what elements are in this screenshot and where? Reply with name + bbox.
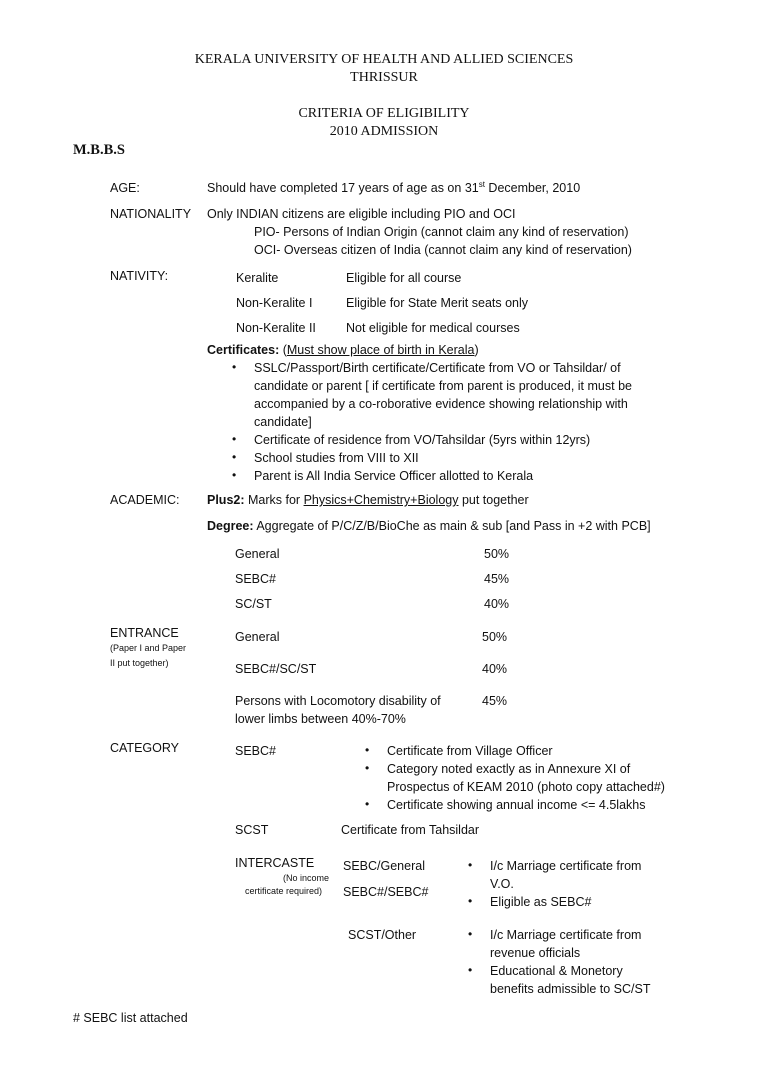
intercaste-note: (No income — [283, 873, 330, 883]
nativity-type: Keralite — [236, 271, 279, 285]
disability-criteria: Persons with Locomotory disability of — [235, 694, 441, 708]
intercaste-requirement: Educational & Monetory — [490, 964, 623, 978]
admission-year: 2010 ADMISSION — [329, 124, 439, 139]
bullet-icon: • — [468, 894, 473, 908]
entrance-sublabel: II put together) — [110, 658, 169, 668]
academic-label: ACADEMIC: — [110, 493, 180, 507]
intercaste-note: certificate required) — [245, 886, 323, 896]
entrance-label: ENTRANCE — [110, 626, 179, 640]
footnote: # SEBC list attached — [73, 1011, 188, 1025]
bullet-icon: • — [232, 432, 237, 446]
bullet-icon: • — [468, 963, 473, 977]
bullet-icon: • — [232, 450, 237, 464]
category-label: CATEGORY — [110, 741, 179, 755]
bullet-icon: • — [232, 360, 237, 374]
intercaste-requirement: I/c Marriage certificate from — [490, 928, 642, 942]
degree-criteria: Degree: Aggregate of P/C/Z/B/BioChe as main & sub [and Pass in +2 with PCB] — [207, 519, 651, 533]
criteria-title: CRITERIA OF ELIGIBILITY — [298, 106, 470, 121]
certificate-item-3: School studies from VIII to XII — [254, 451, 419, 465]
nativity-eligibility: Not eligible for medical courses — [346, 321, 520, 335]
intercaste-requirement: I/c Marriage certificate from — [490, 859, 642, 873]
bullet-icon: • — [232, 468, 237, 482]
nativity-type: Non-Keralite II — [236, 321, 316, 335]
certificate-item-2: Certificate of residence from VO/Tahsildar (5yrs within 12yrs) — [254, 433, 591, 447]
nativity-type: Non-Keralite I — [236, 296, 313, 310]
age-label: AGE: — [110, 181, 140, 195]
university-name: KERALA UNIVERSITY OF HEALTH AND ALLIED SCIENCES — [194, 52, 574, 67]
sebc-requirement: Prospectus of KEAM 2010 (photo copy attached#) — [387, 780, 665, 794]
nationality-oci: OCI- Overseas citizen of India (cannot claim any kind of reservation) — [254, 243, 632, 257]
age-text: Should have completed 17 years of age as on 31st December, 2010 — [207, 180, 581, 196]
intercaste-type: SCST/Other — [348, 928, 417, 942]
university-city: THRISSUR — [350, 70, 418, 85]
disability-criteria: lower limbs between 40%-70% — [235, 712, 406, 726]
bullet-icon: • — [365, 761, 370, 775]
academic-category: SEBC# — [235, 572, 276, 586]
nationality-label: NATIONALITY — [110, 207, 192, 221]
intercaste-requirement: Eligible as SEBC# — [490, 895, 592, 909]
course-title: M.B.B.S — [73, 142, 125, 158]
nativity-eligibility: Eligible for all course — [346, 271, 462, 285]
certificate-item-1: candidate or parent [ if certificate from parent is produced, it must be — [254, 379, 632, 393]
nationality-pio: PIO- Persons of Indian Origin (cannot claim any kind of reservation) — [254, 225, 629, 239]
nationality-line-1: Only INDIAN citizens are eligible including PIO and OCI — [207, 207, 516, 221]
entrance-mark: 50% — [482, 630, 508, 644]
entrance-sublabel: (Paper I and Paper — [110, 643, 187, 653]
bullet-icon: • — [468, 927, 473, 941]
intercaste-requirement: benefits admissible to SC/ST — [490, 982, 651, 996]
entrance-category: General — [235, 630, 280, 644]
academic-mark: 50% — [484, 547, 510, 561]
certificates-heading: Certificates: (Must show place of birth in Kerala) — [207, 343, 479, 357]
sebc-requirement: Category noted exactly as in Annexure XI of — [387, 762, 631, 776]
entrance-category: SEBC#/SC/ST — [235, 662, 317, 676]
academic-mark: 45% — [484, 572, 510, 586]
intercaste-requirement: V.O. — [490, 877, 514, 891]
certificate-item-1: accompanied by a co-roborative evidence showing relationship with — [254, 397, 628, 411]
intercaste-type: SEBC/General — [343, 859, 425, 873]
academic-mark: 40% — [484, 597, 510, 611]
entrance-mark: 40% — [482, 662, 508, 676]
scst-requirement: Certificate from Tahsildar — [341, 823, 480, 837]
intercaste-type: SEBC#/SEBC# — [343, 885, 429, 899]
academic-category: General — [235, 547, 280, 561]
sebc-requirement: Certificate showing annual income <= 4.5lakhs — [387, 798, 646, 812]
academic-category: SC/ST — [235, 597, 272, 611]
plus2-criteria: Plus2: Marks for Physics+Chemistry+Biology put together — [207, 493, 529, 507]
intercaste-label: INTERCASTE — [235, 856, 315, 870]
intercaste-requirement: revenue officials — [490, 946, 581, 960]
bullet-icon: • — [468, 858, 473, 872]
disability-mark: 45% — [482, 694, 508, 708]
sebc-label: SEBC# — [235, 744, 276, 758]
scst-label: SCST — [235, 823, 269, 837]
sebc-requirement: Certificate from Village Officer — [387, 744, 553, 758]
bullet-icon: • — [365, 797, 370, 811]
certificate-item-4: Parent is All India Service Officer allotted to Kerala — [254, 469, 534, 483]
certificate-item-1: SSLC/Passport/Birth certificate/Certificate from VO or Tahsildar/ of — [254, 361, 621, 375]
nativity-label: NATIVITY: — [110, 269, 169, 283]
certificate-item-1: candidate] — [254, 415, 312, 429]
bullet-icon: • — [365, 743, 370, 757]
nativity-eligibility: Eligible for State Merit seats only — [346, 296, 529, 310]
